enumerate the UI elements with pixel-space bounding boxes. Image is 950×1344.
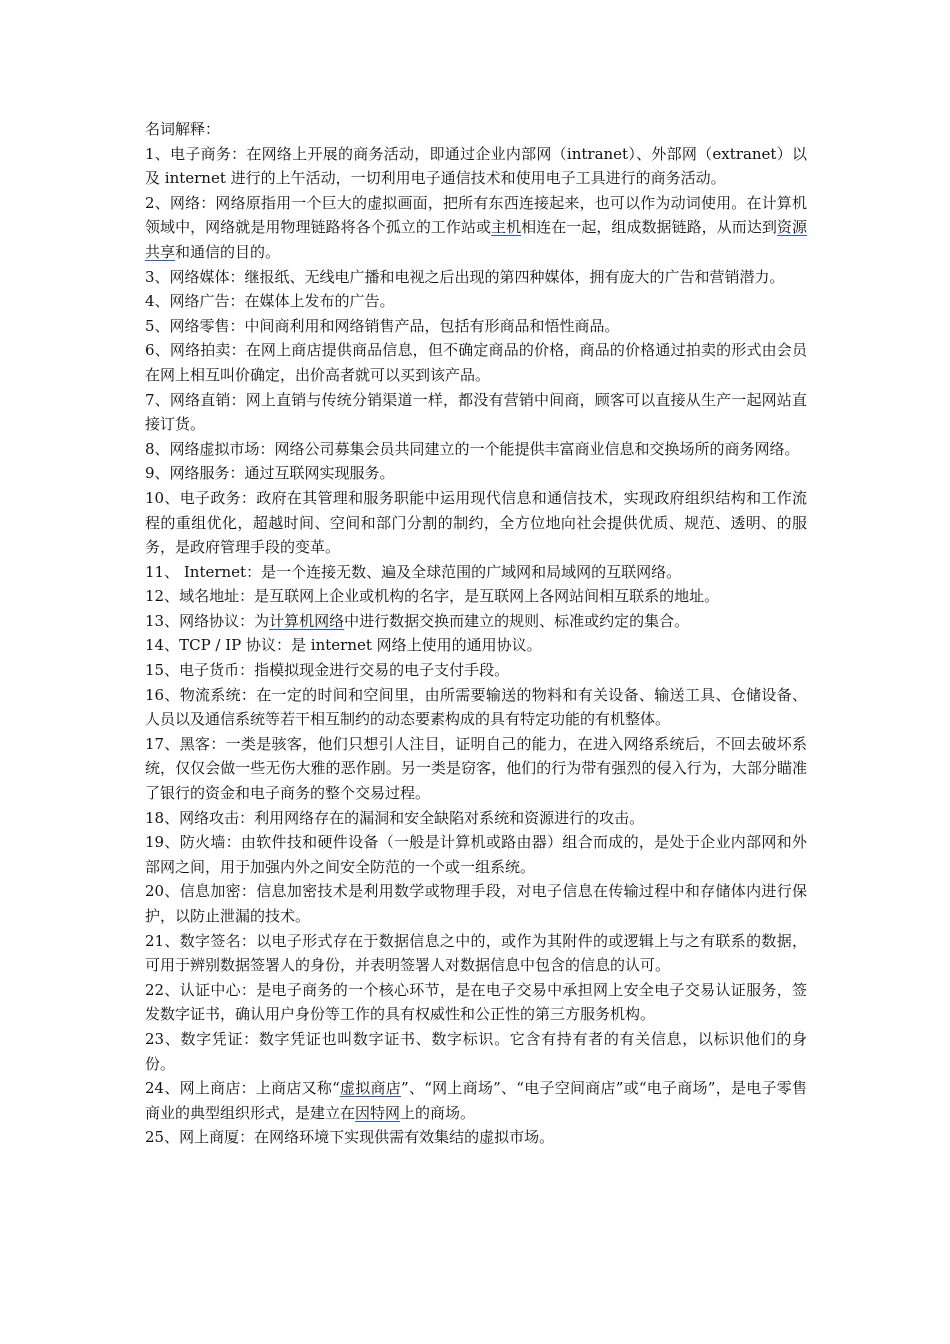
definition-entry bbox=[145, 265, 807, 290]
entry-text: 7、网络直销：网上直销与传统分销渠道一样，都没有营销中间商，顾客可以直接从生产一起网站直接订货。 bbox=[145, 390, 807, 434]
entry-text: 14、TCP / IP 协议：是 internet 网络上使用的通用协议。 bbox=[145, 636, 542, 655]
definition-entry bbox=[145, 289, 807, 314]
term-link[interactable]: 资源共享 bbox=[145, 218, 807, 261]
definition-entry bbox=[145, 191, 807, 265]
definition-entry bbox=[145, 830, 807, 879]
definition-entry bbox=[145, 486, 807, 560]
entry-text: 上的商场。 bbox=[400, 1103, 476, 1122]
entry-text: 20、信息加密：信息加密技术是利用数学或物理手段，对电子信息在传输过程中和存储体内进行保护，以防止泄漏的技术。 bbox=[145, 882, 807, 925]
entry-text: 和通信的目的。 bbox=[175, 242, 281, 261]
entry-text: 22、认证中心：是电子商务的一个核心环节，是在电子交易中承担网上安全电子交易认证服务，签发数字证书，确认用户身份等工作的具有权威性和公正性的第三方服务机构。 bbox=[145, 980, 807, 1024]
entry-text: 相连在一起，组成数据链路，从而达到 bbox=[521, 218, 777, 237]
term-link[interactable]: 主机 bbox=[491, 218, 522, 237]
definition-entry bbox=[145, 609, 807, 634]
definition-entry bbox=[145, 314, 807, 339]
definition-entry bbox=[145, 142, 807, 191]
definition-entry bbox=[145, 560, 807, 585]
entry-text: 13、网络协议：为 bbox=[145, 611, 270, 630]
entry-text: 9、网络服务：通过互联网实现服务。 bbox=[145, 464, 395, 483]
entry-text: 24、网上商店：上商店又称“ bbox=[145, 1079, 340, 1098]
term-link[interactable]: 计算机网络 bbox=[269, 611, 345, 630]
entry-text: 4、网络广告：在媒体上发布的广告。 bbox=[145, 292, 395, 311]
definition-entry bbox=[145, 658, 807, 683]
document-heading: 名词解释： bbox=[145, 120, 221, 138]
definition-entry bbox=[145, 437, 807, 462]
entry-text: 16、物流系统：在一定的时间和空间里，由所需要输送的物料和有关设备、输送工具、仓储设备、人员以及通信系统等若干相互制约的动态要素构成的具有特定功能的有机整体。 bbox=[145, 685, 807, 729]
document-body bbox=[145, 117, 807, 1150]
entry-text: ”、“网上商场”、“电子空间商店”或“电子商场”，是电子零售商业的典型组织形式，是建立在 bbox=[145, 1079, 807, 1122]
entry-text: 11、 Internet：是一个连接无数、遍及全球范围的广域网和局域网的互联网络。 bbox=[145, 562, 682, 581]
definition-entry bbox=[145, 929, 807, 978]
definition-entry bbox=[145, 1027, 807, 1076]
definition-entry bbox=[145, 1076, 807, 1125]
entry-text: 8、网络虚拟市场：网络公司募集会员共同建立的一个能提供丰富商业信息和交换场所的商务网络。 bbox=[145, 439, 800, 458]
definition-entry bbox=[145, 978, 807, 1027]
entry-text: 5、网络零售：中间商利用和网络销售产品，包括有形商品和悟性商品。 bbox=[145, 316, 620, 335]
term-link[interactable]: 虚拟商店 bbox=[339, 1079, 402, 1098]
definition-entry bbox=[145, 879, 807, 928]
entry-text: 10、电子政务：政府在其管理和服务职能中运用现代信息和通信技术，实现政府组织结构和工作流程的重组优化，超越时间、空间和部门分割的制约，全方位地向社会提供优质、规范、透明、的服务，是政府管理手段的变革。 bbox=[145, 488, 807, 557]
definition-entry bbox=[145, 1125, 807, 1150]
definition-entry bbox=[145, 732, 807, 806]
entry-text: 17、黑客：一类是骇客，他们只想引人注目，证明自己的能力，在进入网络系统后，不回去破坏系统，仅仅会做一些无伤大雅的恶作剧。另一类是窃客，他们的行为带有强烈的侵入行为，大部分瞄准了银行的资金和电子商务的整个交易过程。 bbox=[145, 734, 807, 803]
entry-text: 21、数字签名：以电子形式存在于数据信息之中的，或作为其附件的或逻辑上与之有联系的数据，可用于辨别数据签署人的身份，并表明签署人对数据信息中包含的信息的认可。 bbox=[145, 931, 807, 975]
entry-text: 19、防火墙：由软件技和硬件设备（一般是计算机或路由器）组合而成的，是处于企业内部网和外部网之间，用于加强内外之间安全防范的一个或一组系统。 bbox=[145, 833, 807, 876]
definition-entry bbox=[145, 683, 807, 732]
definition-entry bbox=[145, 461, 807, 486]
definition-entry bbox=[145, 388, 807, 437]
definition-entry bbox=[145, 584, 807, 609]
entry-text: 6、网络拍卖：在网上商店提供商品信息，但不确定商品的价格，商品的价格通过拍卖的形式由会员在网上相互叫价确定，出价高者就可以买到该产品。 bbox=[145, 341, 807, 384]
entry-text: 1、电子商务：在网络上开展的商务活动，即通过企业内部网（intranet）、外部网（extranet）以及 internet 进行的上午活动，一切利用电子通信技术和使用电子工具进行的商务活动。 bbox=[145, 144, 807, 188]
entry-text: 23、数字凭证：数字凭证也叫数字证书、数字标识。它含有持有者的有关信息，以标识他们的身份。 bbox=[145, 1029, 807, 1073]
entry-text: 12、域名地址：是互联网上企业或机构的名字，是互联网上各网站间相互联系的地址。 bbox=[145, 587, 720, 606]
entry-text: 2、网络：网络原指用一个巨大的虚拟画面，把所有东西连接起来，也可以作为动词使用。在计算机领域中，网络就是用物理链路将各个孤立的工作站或 bbox=[145, 193, 807, 237]
entry-text: 15、电子货币：指模拟现金进行交易的电子支付手段。 bbox=[145, 661, 510, 680]
term-link[interactable]: 因特网 bbox=[355, 1103, 401, 1122]
entry-text: 18、网络攻击：利用网络存在的漏洞和安全缺陷对系统和资源进行的攻击。 bbox=[145, 808, 645, 827]
definition-entry bbox=[145, 806, 807, 831]
entry-text: 中进行数据交换而建立的规则、标准或约定的集合。 bbox=[344, 611, 690, 630]
entry-text: 3、网络媒体：继报纸、无线电广播和电视之后出现的第四种媒体，拥有庞大的广告和营销潜力。 bbox=[145, 267, 785, 286]
definition-entry bbox=[145, 338, 807, 387]
entry-text: 25、网上商厦：在网络环境下实现供需有效集结的虚拟市场。 bbox=[145, 1128, 555, 1147]
definition-entry bbox=[145, 633, 807, 658]
definition-list bbox=[145, 142, 807, 1150]
